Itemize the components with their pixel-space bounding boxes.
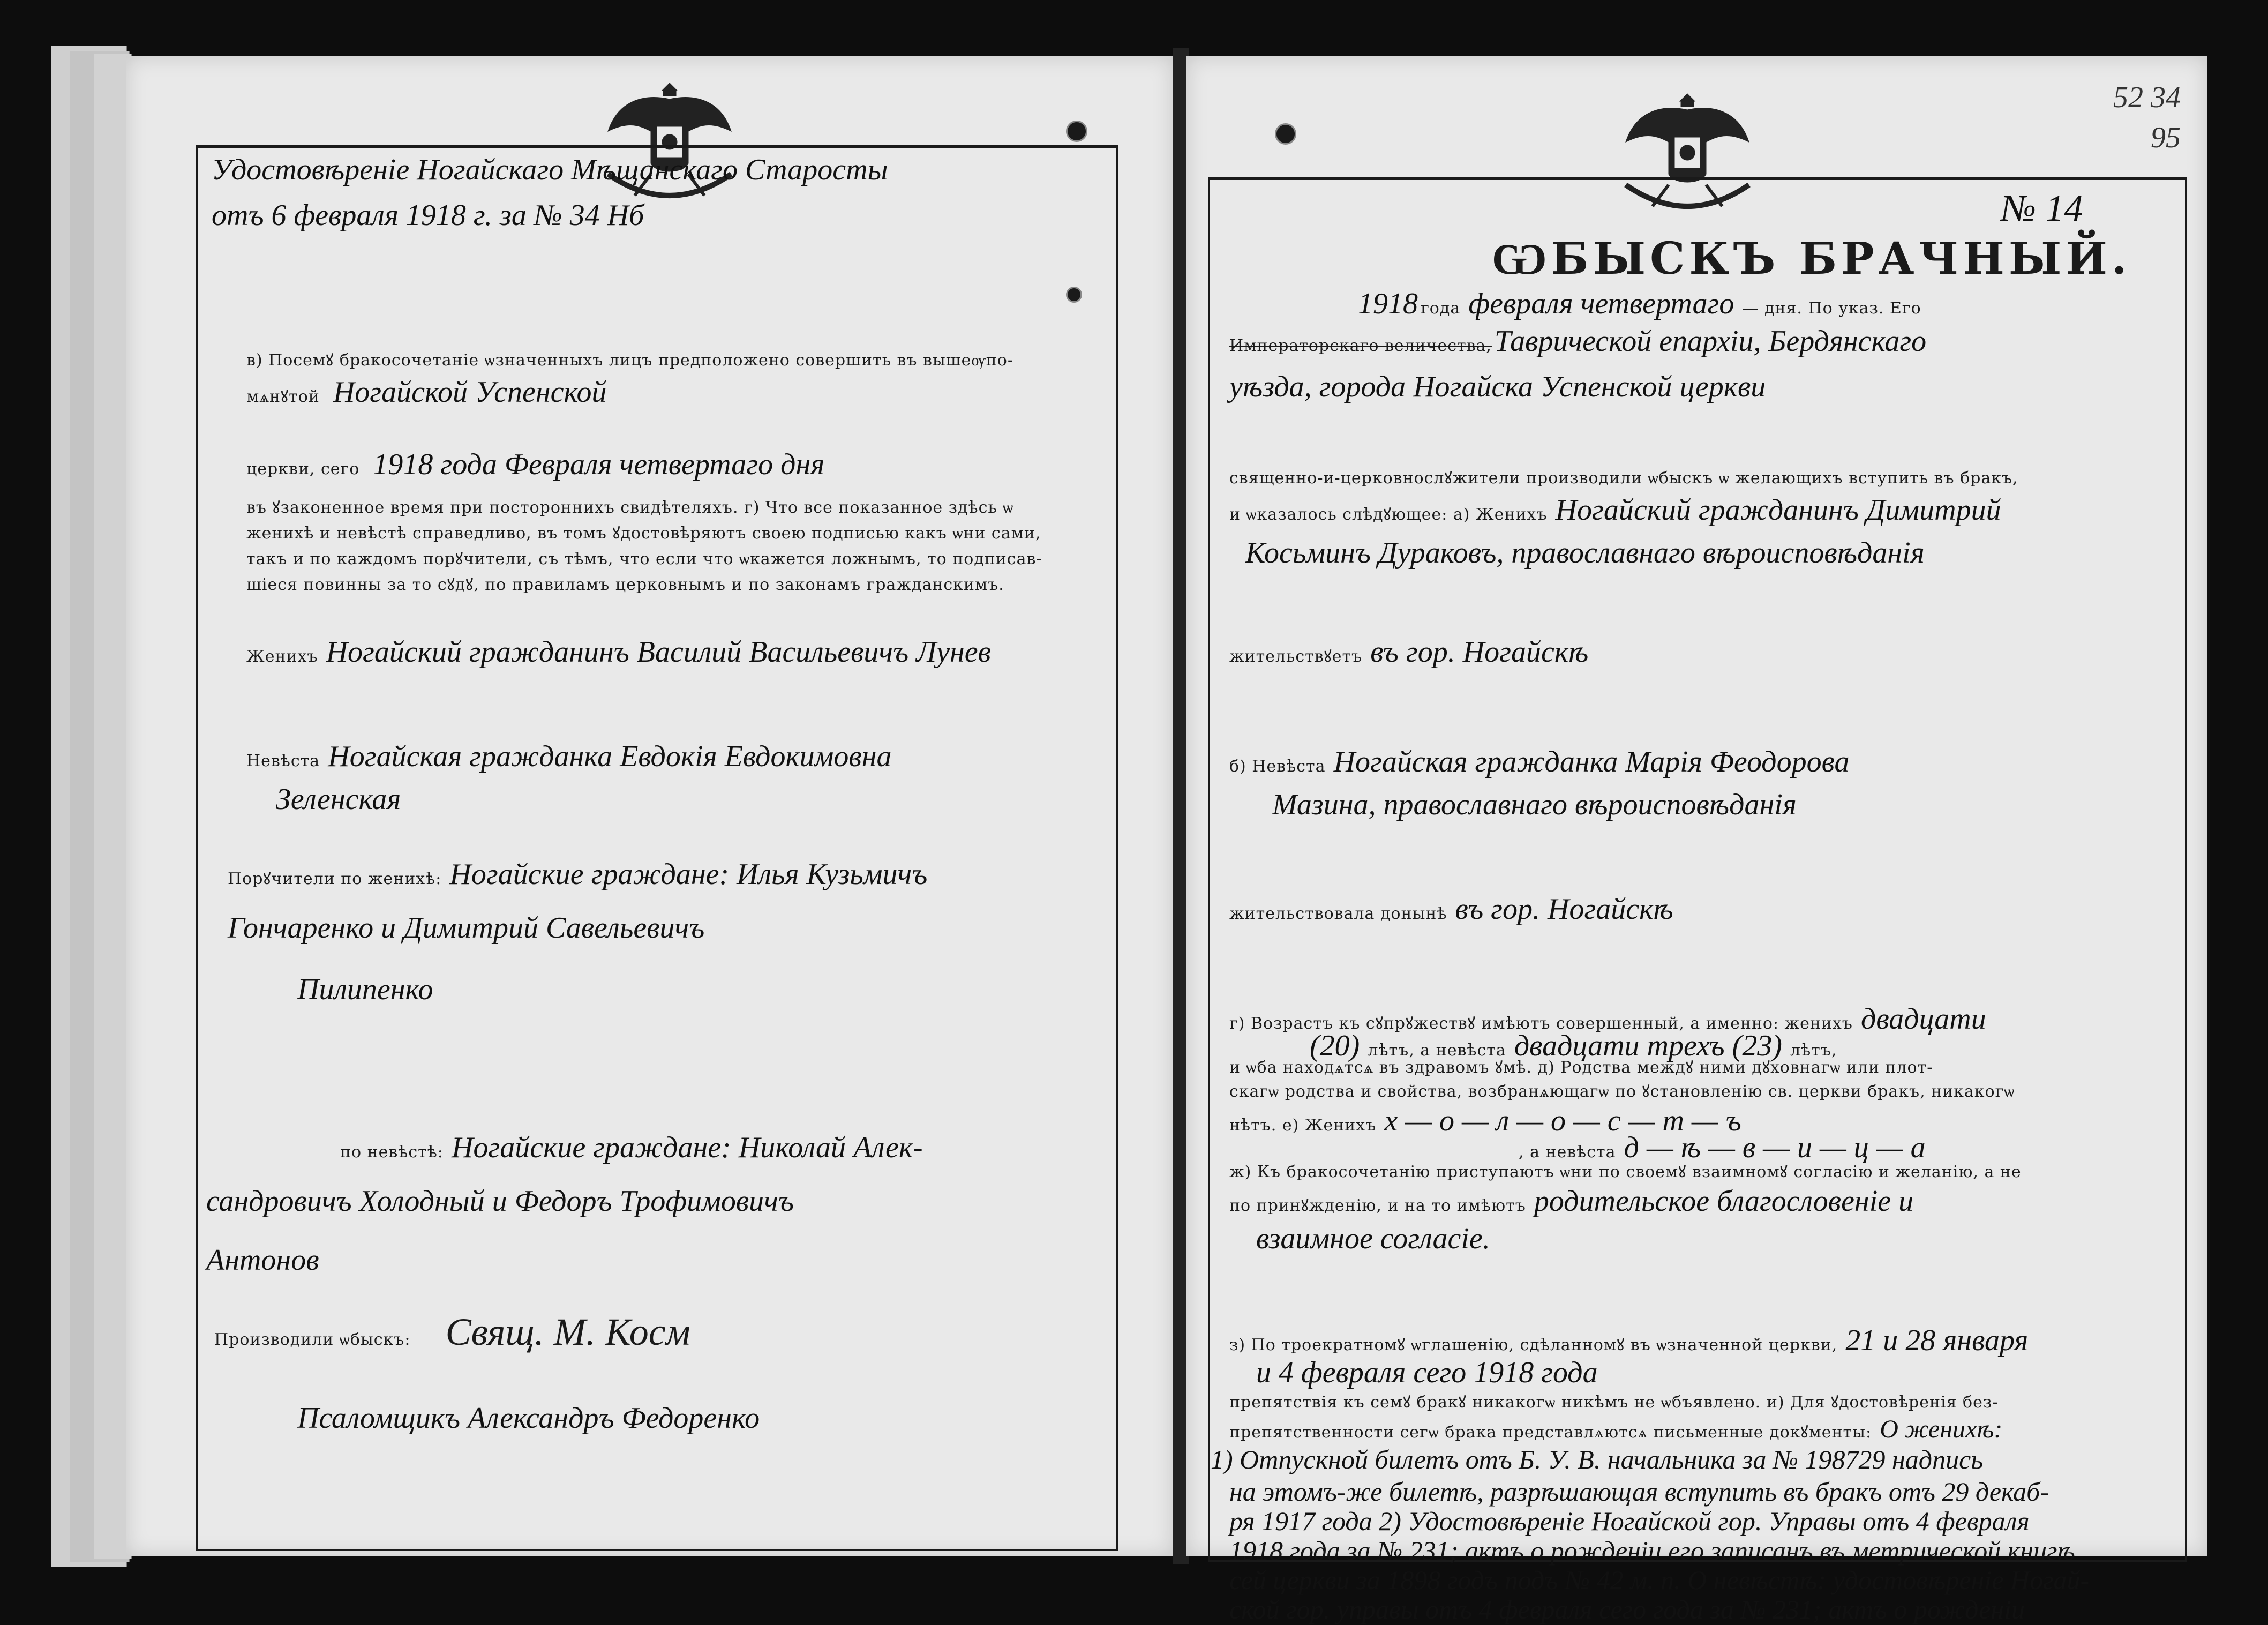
page-number: 52 34 [2113,81,2181,114]
right-page [1186,56,2207,1624]
clergy-line-1: священно-и-церковнослꙋжители производили ѡбыскъ ѡ желающихъ вступить въ бракъ, [1229,469,2018,488]
will-print-2: по принꙋжденiю, и на то имѣютъ [1229,1196,1526,1215]
binding-hole [1275,123,1296,145]
age-hand-1: двадцати [1861,1002,1986,1036]
relation-print-4: , а невѣста [1519,1143,1616,1162]
sureties-groom-line [228,857,927,892]
clause-v-print: мѧнꙋтой [246,387,320,406]
bride-residence-line [1229,892,1673,926]
imperial-print: Императорскаго величества, [1229,336,1492,355]
sureties-bride-label: по невѣстѣ: [340,1143,444,1162]
age-print-2: лѣтъ, а невѣста [1368,1041,1506,1060]
groom-hand-2: Косьминъ Дураковъ, православнаго вѣроисповѣданiя [1245,536,1925,570]
announcement-hand-2: и 4 февраля сего 1918 года [1256,1356,1598,1389]
record-number: № 14 [2001,188,2083,229]
documents-hand-2: на этомъ-же билетѣ, разрѣшающая вступить въ бракъ отъ 29 декаб- [1229,1477,2049,1507]
groom-status-hand: х — о — л — о — с — т — ъ [1384,1104,1741,1137]
age-print-3: лѣтъ, [1790,1041,1837,1060]
header-certificate-text: Удостовѣренiе Ногайскаго Мѣщанскаго Старосты [212,153,888,186]
church-name-hand: Ногайской Успенской [333,376,607,409]
header-date-text: отъ 6 февраля 1918 г. за № 34 Нб [212,199,644,232]
groom-hand: Ногайский гражданинъ Димитрий [1555,493,2001,527]
announcement-line-3 [1229,1414,2002,1444]
clause-g-line-4: шiеся повинны за то сꙋдꙋ, по правиламъ церковнымъ и по законамъ гражданскимъ. [246,575,1004,594]
diocese-hand: Таврической епархiи, Бердянскаго [1495,325,1927,358]
left-page [126,56,1173,1556]
priest-signature: Свящ. М. Косм [445,1311,690,1353]
relation-print-3: нѣтъ. е) Женихъ [1229,1116,1377,1135]
sureties-groom-hand-3: Пилипенко [297,973,433,1006]
bride-residence-hand: въ гор. Ногайскѣ [1455,893,1673,926]
groom-residence-line [1229,635,1588,669]
bride-surname-hand: Зеленская [276,783,401,816]
documents-hand-5: сей церкви за 1898 годъ подъ № 42 м. п. О невѣстѣ: удостовѣренiе Ногай- [1229,1565,2090,1595]
clause-v-text: в) Посемꙋ бракосочетанiе ѡзначенныхъ лицъ предположено совершить въ вышеѹпо- [246,351,1013,370]
groom-line [246,635,991,669]
bride-line [246,739,891,774]
church-location-hand: уѣзда, города Ногайска Успенской церкви [1229,370,1766,403]
sureties-groom-hand: Ногайские граждане: Илья Кузьмичъ [449,858,928,891]
bride-residence-print: жительствовала донынѣ [1229,904,1447,923]
document-title: ѠБЫСКЪ БРАЧНЫЙ. [1492,233,2131,284]
sureties-bride-hand: Ногайские граждане: Николай Алек- [452,1131,923,1164]
groom-residence-hand: въ гор. Ногайскѣ [1370,635,1589,669]
clause-g-line-2: женихѣ и невѣстѣ справедливо, въ томъ ꙋдостовѣряютъ своею подписью какъ ѡни сами, [246,524,1041,543]
performed-label: Производили ѡбыскъ: [214,1330,411,1349]
documents-hand-6: ской гор. управы отъ 4 февраля сего года за № 231; актъ о рожденiи [1229,1594,2025,1624]
date-hand: февраля четвертаго [1468,287,1734,320]
relation-line-2: скагѡ родства и свойства, возбранѧющагѡ по ꙋстановленiю св. церкви бракъ, никакогѡ [1229,1082,2015,1101]
sureties-bride-hand-2: сандровичъ Холодный и Федоръ Трофимовичъ [206,1185,794,1218]
relation-line-1: и ѡба находѧтсѧ въ здравомъ ꙋмѣ. д) Родства междꙋ ними дꙋховнагѡ или плот- [1229,1058,1933,1077]
clause-g-line-1: въ ꙋзаконенное время при постороннихъ свидѣтеляхъ. г) Что все показанное здѣсь ѡ [246,498,1014,517]
clause-g-line-3: такъ и по каждомъ порꙋчители, съ тѣмъ, что если что ѡкажется ложнымъ, то подписав- [246,550,1042,568]
will-line-2 [1229,1184,1913,1218]
groom-name-hand: Ногайский гражданинъ Василий Васильевичъ Лунев [326,635,991,669]
documents-hand-4: 1918 года за № 231; актъ о рожденiи его записанъ въ метрической книгѣ [1229,1536,2075,1566]
age-hand-2: (20) [1310,1029,1360,1062]
announcement-line-2: препятствiя къ семꙋ бракꙋ никакогѡ никѣмъ не ѡбъявлено. и) Для ꙋдостовѣренiя без- [1229,1393,1999,1412]
groom-label: Женихъ [246,647,318,666]
bride-status-hand: д — ѣ — в — и — ц — а [1624,1131,1926,1164]
psalmist-signature: Псаломщикъ Александръ Федоренко [297,1402,760,1435]
church-date-print: церкви, сего [246,460,360,478]
sureties-bride-line [340,1130,923,1165]
age-print-1: г) Возрастъ къ сꙋпрꙋжествꙋ имѣютъ совершенный, а именно: женихъ [1229,1014,1853,1033]
bride-name-hand: Ногайская гражданка Евдокія Евдокимовна [328,740,892,773]
page-number-2: 95 [2151,121,2181,154]
binding-hole [1066,121,1087,142]
groom-print: и ѡказалось слѣдꙋющее: а) Женихъ [1229,505,1548,524]
clause-v-continued [246,375,607,409]
announcement-hand-3: О женихѣ: [1880,1415,2003,1443]
announcement-print-1: з) По троекратномꙋ ѡглашенiю, сдѣланномꙋ въ ѡзначенной церкви, [1229,1336,1838,1354]
bride-hand: Ногайская гражданка Марiя Феодорова [1333,745,1850,778]
sureties-bride-hand-3: Антонов [206,1244,319,1277]
groom-residence-print: жительствꙋетъ [1229,647,1363,666]
bride-print: б) Невѣста [1229,757,1326,776]
will-hand-1: родительское благословенiе и [1534,1185,1914,1218]
announcement-line-1 [1229,1323,2028,1358]
announcement-print-3: препятственности сегѡ брака представлѧютсѧ письменные докꙋменты: [1229,1423,1872,1442]
groom-line [1229,493,2001,527]
bride-hand-2: Мазина, православнаго вѣроисповѣданiя [1272,788,1797,821]
bride-label: Невѣста [246,752,320,770]
church-date-hand: 1918 года Февраля четвертаго дня [373,448,825,481]
age-hand-3: двадцати трехъ (23) [1514,1029,1782,1062]
documents-hand-3: ря 1917 года 2) Удостовѣренiе Ногайской гор. Управы отъ 4 февраля [1229,1506,2030,1536]
will-line-1: ж) Къ бракосочетанiю приступаютъ ѡни по своемꙋ взаимномꙋ согласiю и желанiю, а не [1229,1163,2022,1181]
will-hand-2: взаимное согласiе. [1256,1222,1490,1255]
year-print: года [1421,299,1461,318]
announcement-hand-1: 21 и 28 января [1845,1324,2029,1357]
bride-line [1229,745,1850,779]
day-print: — дня. По указ. Его [1742,299,1921,318]
sureties-groom-hand-2: Гончаренко и Димитрий Савельевичъ [228,911,705,945]
diocese-line [1229,324,1926,358]
documents-hand-1: 1) Отпускной билетъ отъ Б. У. В. начальника за № 198729 надпись [1211,1444,1984,1474]
sureties-groom-label: Порꙋчители по женихѣ: [228,870,442,888]
performed-line [214,1310,690,1354]
year-hand: 1918 [1358,287,1418,320]
church-date-line [246,447,824,482]
date-line [1358,287,1921,321]
